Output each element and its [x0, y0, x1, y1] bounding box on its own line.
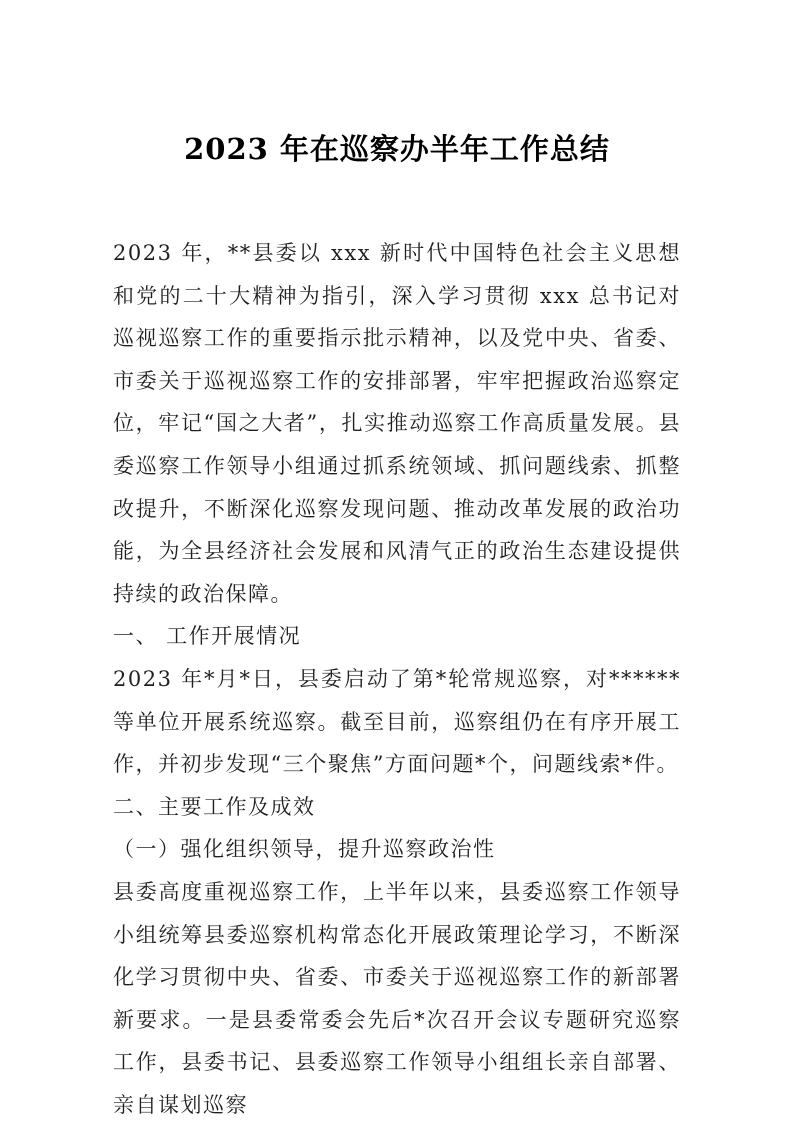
work-progress-paragraph: 2023 年*月*日，县委启动了第*轮常规巡察，对******等单位开展系统巡察。截至目前，巡察组仍在有序开展工作，并初步发现“三个聚焦”方面问题*个，问题线索*件。	[113, 666, 681, 777]
subsection-heading-organization-leadership: （一）强化组织领导，提升巡察政治性	[113, 837, 496, 862]
document-title: 2023 年在巡察办半年工作总结	[184, 132, 610, 166]
section-heading-work-progress: 一、 工作开展情况	[113, 624, 302, 649]
section-heading-main-work: 二、主要工作及成效	[113, 794, 316, 819]
intro-paragraph: 2023 年，**县委以 xxx 新时代中国特色社会主义思想和党的二十大精神为指引，深入学习贯彻 xxx 总书记对巡视巡察工作的重要指示批示精神，以及党中央、省委、市委关于巡视巡察工作的安排部署，牢牢把握政治巡察定位，牢记“国之大者”，扎实推动巡察工作高质量发展。县委巡察工作领导小组通过抓系统领域、抓问题线索、抓整改提升，不断深化巡察发现问题、推动改革发展的政治功能，为全县经济社会发展和风清气正的政治生态建设提供持续的政治保障。	[113, 241, 681, 606]
main-work-paragraph: 县委高度重视巡察工作，上半年以来，县委巡察工作领导小组统筹县委巡察机构常态化开展政策理论学习，不断深化学习贯彻中央、省委、市委关于巡视巡察工作的新部署新要求。一是县委常委会先后*次召开会议专题研究巡察工作，县委书记、县委巡察工作领导小组组长亲自部署、亲自谋划巡察	[113, 879, 681, 1117]
